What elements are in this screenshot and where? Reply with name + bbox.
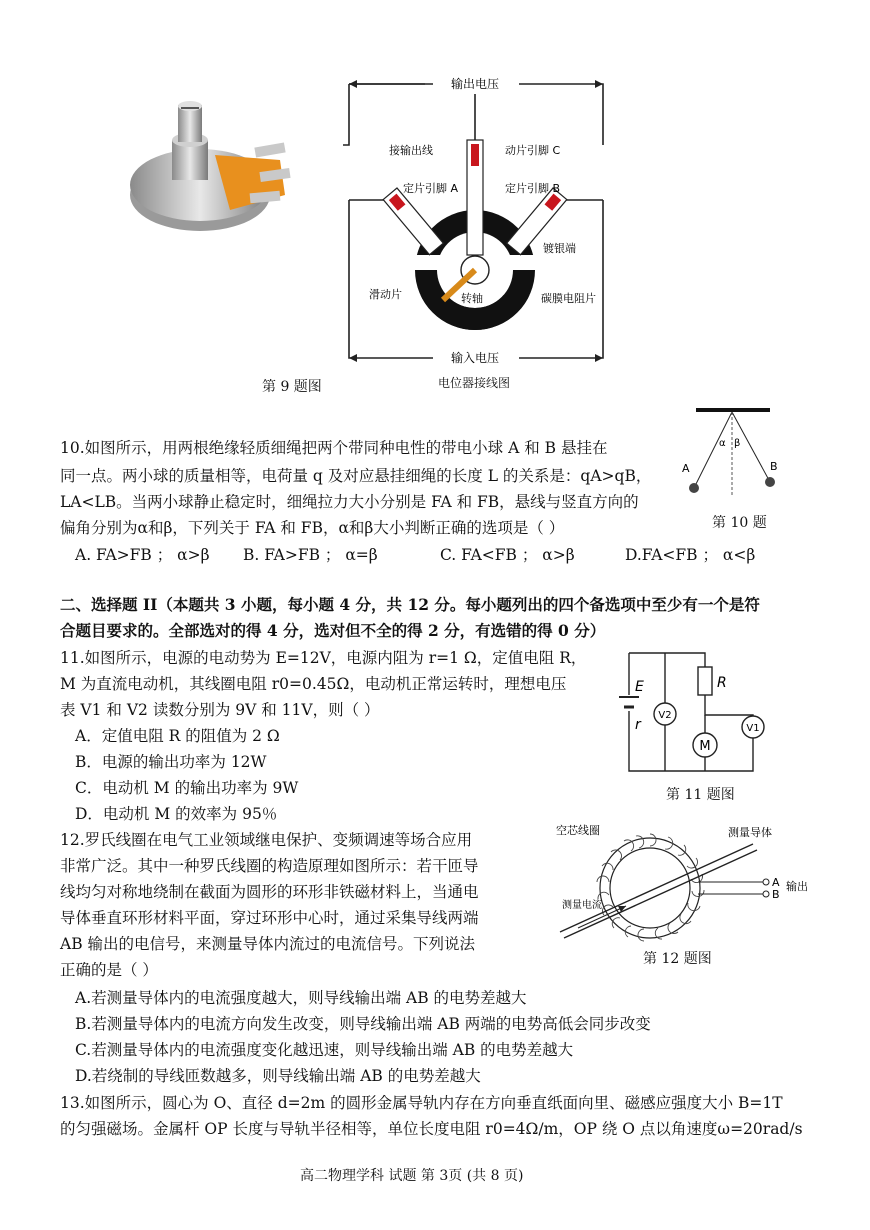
ball-b-label: B: [770, 460, 778, 473]
q12-option-c: C.若测量导体内的电流强度变化越迅速，则导线输出端 AB 的电势差越大: [75, 1041, 574, 1059]
q10-option-c: C. FA<FB ； α>β: [440, 546, 575, 564]
figure-9-wiring-diagram: [335, 60, 625, 395]
silver-end-label: 镀银端: [543, 242, 576, 255]
conductor-label: 测量导体: [728, 826, 772, 839]
section-2-heading-line-2: 合题目要求的。全部选对的得 4 分，选对但不全的得 2 分，有选错的得 0 分）: [60, 621, 606, 640]
q12-line-1: 12.罗氏线圈在电气工业领域继电保护、变频调速等场合应用: [60, 831, 473, 849]
q10-line-4: 偏角分别为α和β，下列关于 FA 和 FB，α和β大小判断正确的选项是（ ）: [60, 519, 565, 537]
figure-11-circuit: [615, 645, 790, 780]
figure-12-caption: 第 12 题图: [643, 951, 712, 967]
carbon-film-label: 碳膜电阻片: [541, 292, 596, 305]
q11-option-b: B．电源的输出功率为 12W: [75, 753, 267, 771]
q10-option-d: D.FA<FB ； α<β: [625, 546, 756, 564]
q11-line-1: 11.如图所示，电源的电动势为 E=12V，电源内阻为 r=1 Ω，定值电阻 R，: [60, 649, 587, 667]
input-voltage-label: 输入电压: [450, 351, 500, 365]
q12-line-6: 正确的是（ ）: [60, 961, 158, 979]
pin-b-label: B: [772, 888, 780, 901]
q10-line-1: 10.如图所示，用两根绝缘轻质细绳把两个带同种电性的带电小球 A 和 B 悬挂在: [60, 439, 608, 457]
q11-option-d: D．电动机 M 的效率为 95％: [75, 805, 278, 823]
q12-option-a: A.若测量导体内的电流强度越大，则导线输出端 AB 的电势差越大: [75, 989, 527, 1007]
beta-label: β: [734, 438, 741, 449]
q12-option-b: B.若测量导体内的电流方向发生改变，则导线输出端 AB 两端的电势高低会同步改变: [75, 1015, 651, 1033]
q10-line-3: LA<LB。当两小球静止稳定时，细绳拉力大小分别是 FA 和 FB，悬线与竖直方向的: [60, 493, 639, 511]
q12-line-2: 非常广泛。其中一种罗氏线圈的构造原理如图所示：若干匝导: [60, 857, 479, 875]
section-2-heading-line-1: 二、选择题 II（本题共 3 小题，每小题 4 分，共 12 分。每小题列出的四个备选项中至少有一个是符: [60, 595, 760, 614]
page-footer: 高二物理学科 试题 第 3页 (共 8 页): [300, 1168, 524, 1184]
q11-option-a: A．定值电阻 R 的阻值为 2 Ω: [75, 727, 280, 745]
alpha-label: α: [719, 438, 726, 449]
figure-12-rogowski-coil: [548, 822, 808, 947]
emf-label: E: [635, 679, 644, 695]
q13-line-1: 13.如图所示，圆心为 O、直径 d=2m 的圆形金属导轨内存在方向垂直纸面向里、磁感应强度大小 B=1T: [60, 1094, 783, 1112]
figure-9-potentiometer-photo: [120, 100, 295, 240]
figure-9-caption: 第 9 题图: [262, 379, 322, 395]
figure-9-diagram-caption: 电位器接线图: [438, 376, 511, 390]
q11-line-3: 表 V1 和 V2 读数分别为 9V 和 11V，则（ ）: [60, 701, 380, 719]
measured-current-label: 测量电流: [562, 900, 602, 911]
output-voltage-label: 输出电压: [450, 77, 500, 91]
slider-label: 滑动片: [369, 288, 402, 301]
figure-10-caption: 第 10 题: [712, 515, 767, 531]
pin-c-label: 动片引脚 C: [505, 144, 561, 157]
shaft-label: 转轴: [461, 292, 483, 305]
pin-a-label: A: [772, 876, 780, 889]
q11-line-2: M 为直流电动机，其线圈电阻 r0=0.45Ω，电动机正常运转时，理想电压: [60, 675, 567, 693]
motor-label: M: [699, 739, 711, 754]
q10-option-b: B. FA>FB ； α=β: [243, 546, 378, 564]
voltmeter-v1-label: V1: [746, 723, 760, 734]
q12-option-d: D.若绕制的导线匝数越多，则导线输出端 AB 的电势差越大: [75, 1067, 481, 1085]
q11-option-c: C．电动机 M 的输出功率为 9W: [75, 779, 299, 797]
q13-line-2: 的匀强磁场。金属杆 OP 长度与导轨半径相等，单位长度电阻 r0=4Ω/m，OP 绕 O 点以角速度ω=20rad/s: [60, 1120, 803, 1138]
q12-line-5: AB 输出的电信号，来测量导体内流过的电流信号。下列说法: [60, 935, 476, 953]
ball-a-label: A: [682, 462, 690, 475]
resistor-label: R: [717, 675, 727, 691]
q12-line-4: 导体垂直环形材料平面，穿过环形中心时，通过采集导线两端: [60, 909, 479, 927]
q10-line-2: 同一点。两小球的质量相等，电荷量 q 及对应悬挂细绳的长度 L 的关系是：qA>qB，: [60, 467, 652, 485]
voltmeter-v2-label: V2: [658, 710, 672, 721]
air-coil-label: 空芯线圈: [556, 824, 600, 837]
q10-option-a: A. FA>FB ； α>β: [75, 546, 210, 564]
pin-b-label: 定片引脚 B: [505, 182, 561, 195]
internal-resistance-label: r: [635, 717, 641, 733]
figure-10-pendulum: [670, 400, 790, 500]
figure-11-caption: 第 11 题图: [666, 787, 735, 803]
lead-wire-label: 接输出线: [389, 144, 433, 157]
q12-line-3: 线均匀对称地绕制在截面为圆形的环形非铁磁材料上，当通电: [60, 883, 479, 901]
pin-a-label: 定片引脚 A: [403, 182, 459, 195]
output-label: 输出: [786, 880, 808, 893]
